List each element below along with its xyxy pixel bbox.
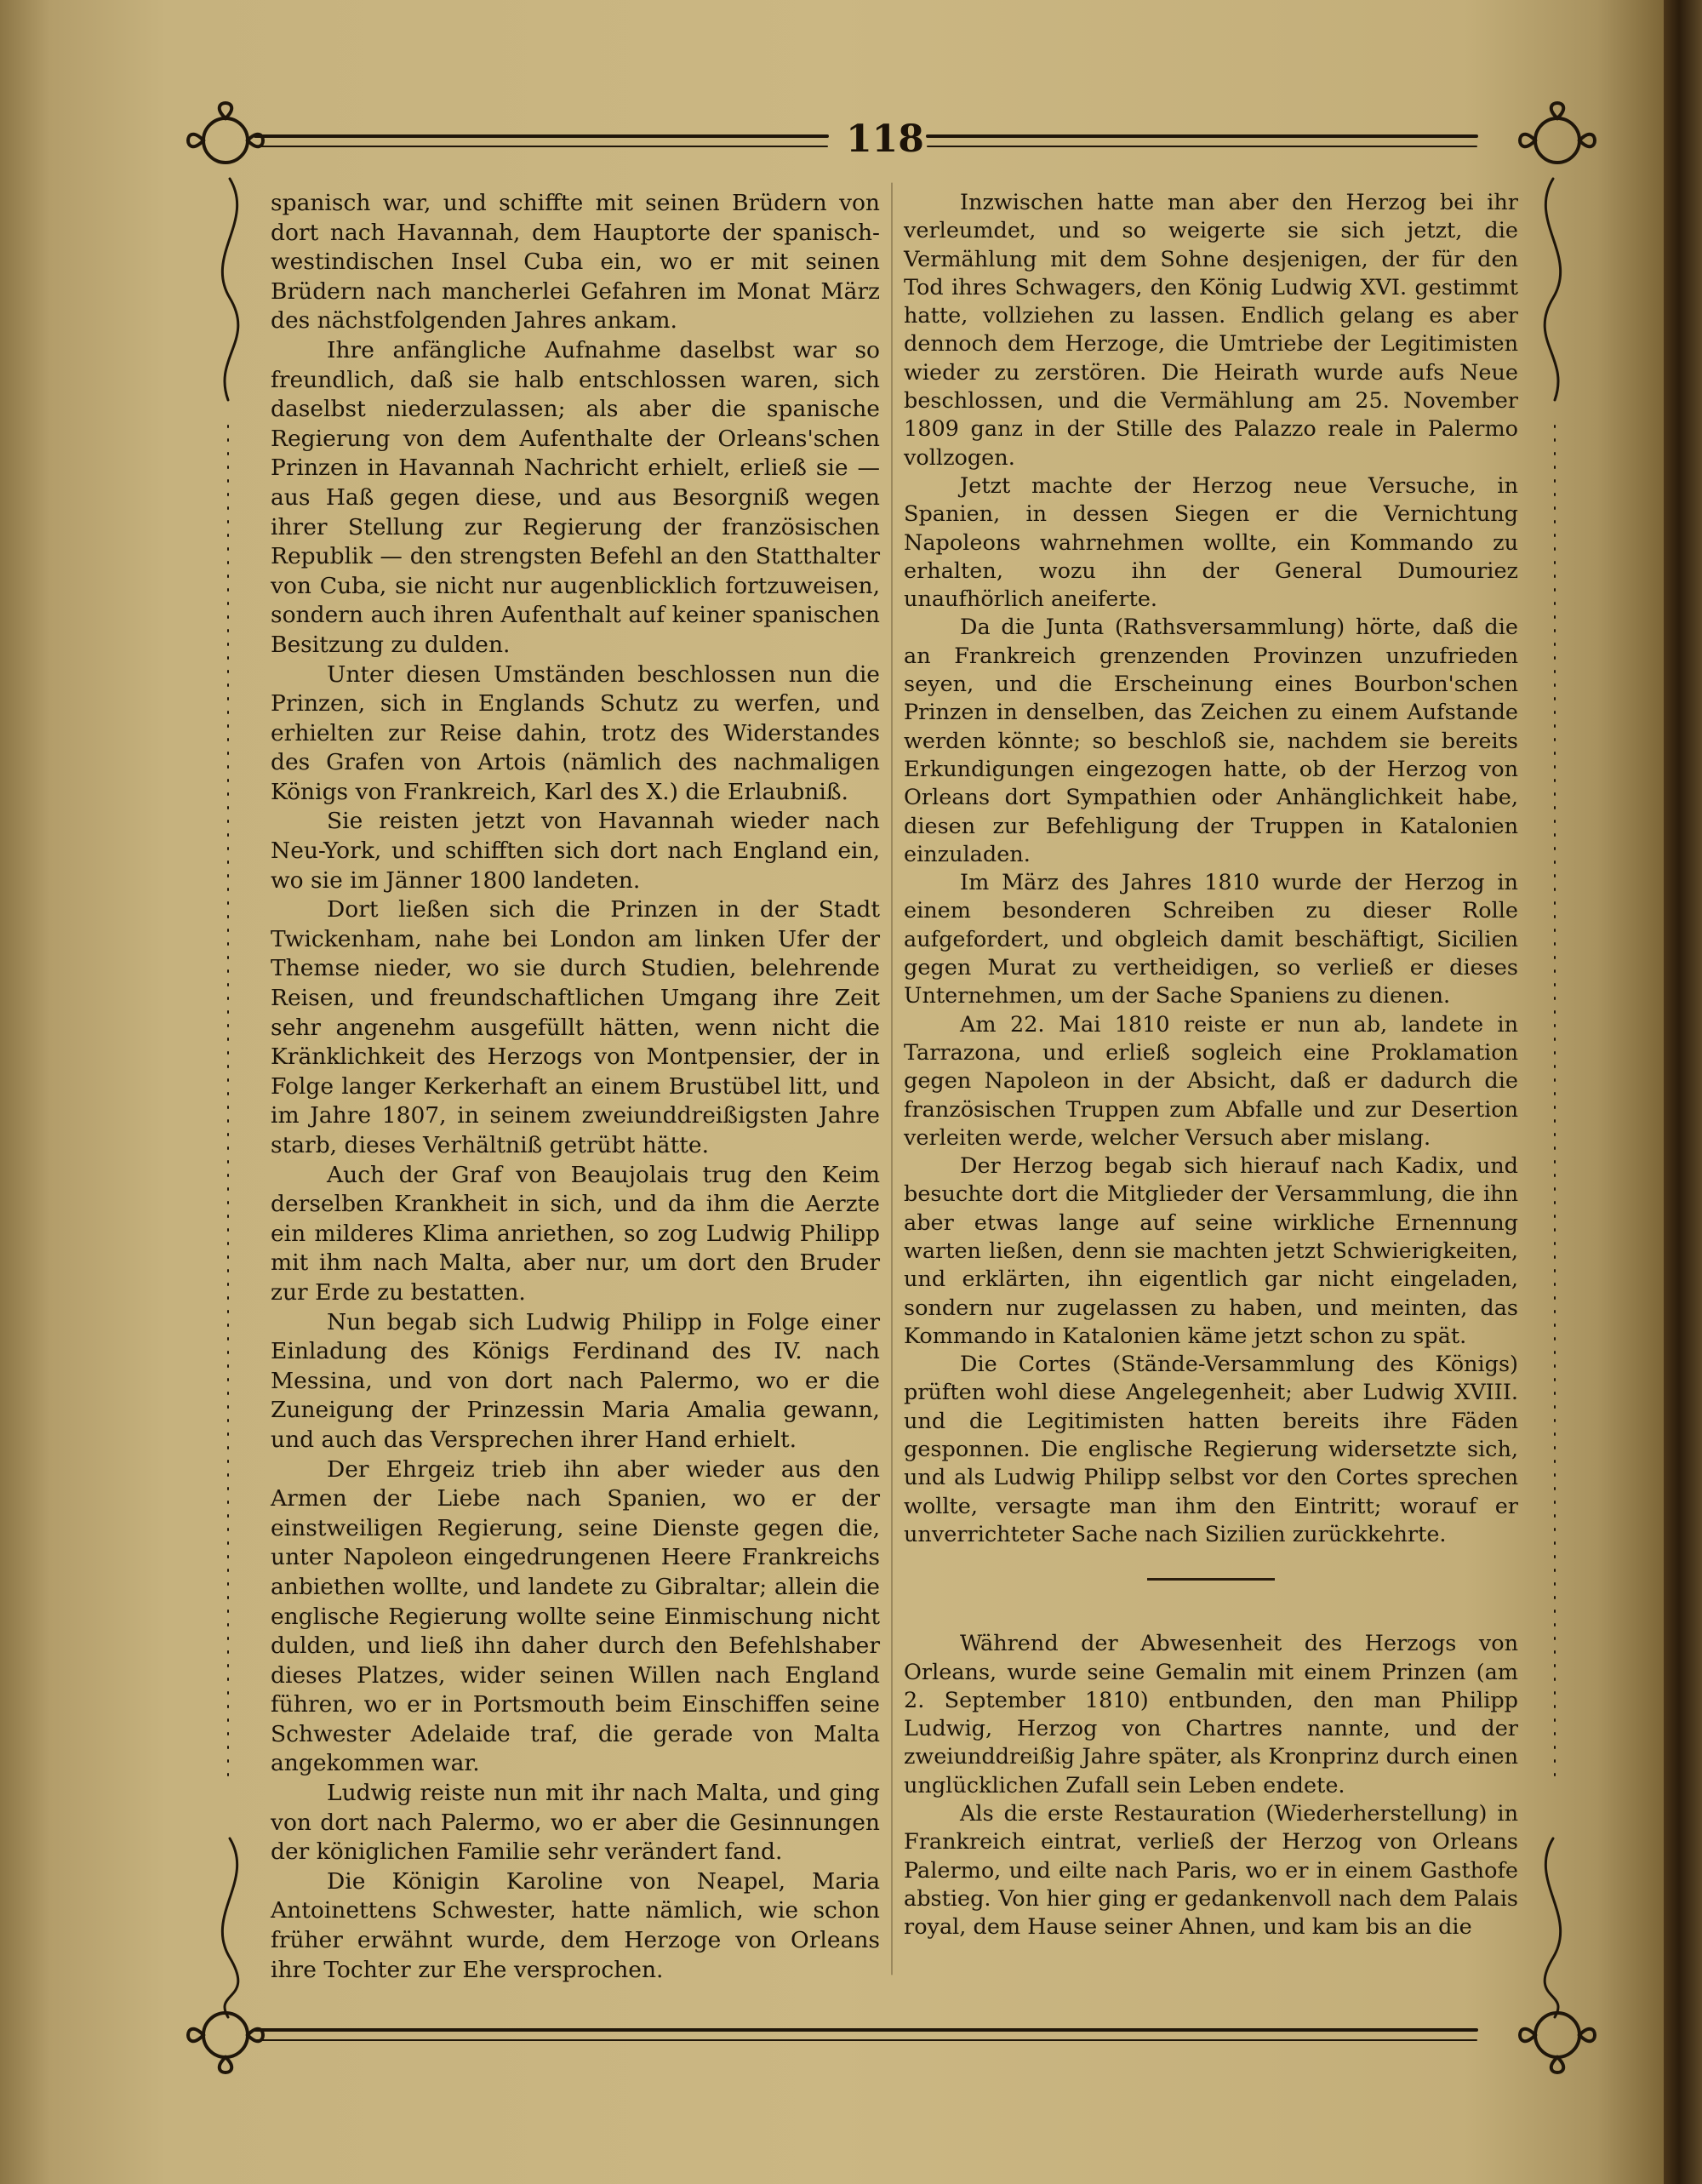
- paragraph: Auch der Graf von Beaujolais trug den Keim derselben Krankheit in sich, und da ihm die Aerzte ein milderes Klima anriethen, so zog Ludwig Philipp mit ihm nach Malta, aber nur, um dort den Bruder zur Erde zu bestatten.: [271, 1161, 880, 1306]
- paragraph: Ludwig reiste nun mit ihr nach Malta, und ging von dort nach Palermo, wo er aber die Gesinnungen der königlichen Familie sehr verändert fand.: [271, 1780, 880, 1866]
- corner-flourish-top-left: [188, 103, 263, 163]
- right-bottom-scroll: [1545, 1838, 1560, 2017]
- paragraph: Als die erste Restauration (Wiederherstellung) in Frankreich eintrat, verließ der Herzog von Orleans Palermo, und eilte nach Paris, wo er in einem Gasthofe abstieg. Von hier ging er gedankenvoll nach dem Palais royal, dem Hause seiner Ahnen, und kam bis an die: [904, 1801, 1518, 1941]
- paragraph: Während der Abwesenheit des Herzogs von Orleans, wurde seine Gemalin mit einem Prinzen (am 2. September 1810) entbunden, den man Philipp Ludwig, Herzog von Chartres nannte, und der zweiunddreißig Jahre später, als Kronprinz durch einen unglücklichen Zufall sein Leben endete.: [904, 1631, 1518, 1798]
- paragraph: Unter diesen Umständen beschlossen nun die Prinzen, sich in Englands Schutz zu werfen, und erhielten zur Reise dahin, trotz des Widerstandes des Grafen von Artois (nämlich des nachmaligen Königs von Frankreich, Karl des X.) die Erlaubniß.: [271, 660, 880, 805]
- paragraph: Inzwischen hatte man aber den Herzog bei ihr verleumdet, und so weigerte sie sich jetzt, die Vermählung mit dem Sohne desjenigen, der für den Tod ihres Schwagers, den König Ludwig XVI. gestimmt hatte, vollziehen zu lassen. Endlich gelang es aber dennoch dem Herzoge, die Umtriebe der Legitimisten wieder zu zerstören. Die Heirath wurde aufs Neue beschlossen, und die Vermählung am 25. November 1809 ganz in der Stille des Palazzo reale in Palermo vollzogen.: [904, 190, 1518, 471]
- left-column: [271, 189, 880, 1985]
- paragraph: Die Königin Karoline von Neapel, Maria Antoinettens Schwester, hatte nämlich, wie schon früher erwähnt wurde, dem Herzoge von Orleans ihre Tochter zur Ehe versprochen.: [271, 1867, 880, 1983]
- paragraph: Am 22. Mai 1810 reiste er nun ab, landete in Tarrazona, und erließ sogleich eine Proklamation gegen Napoleon in der Absicht, daß er dadurch die französischen Truppen zum Abfalle und zur Desertion verleiten werde, welcher Versuch aber mislang.: [904, 1011, 1518, 1151]
- paragraph: Der Ehrgeiz trieb ihn aber wieder aus den Armen der Liebe nach Spanien, wo er der einstweiligen Regierung, seine Dienste gegen die, unter Napoleon eingedrungenen Heere Frankreichs anbiethen wollte, und landete zu Gibraltar; allein die englische Regierung wollte seine Einmischung nicht dulden, und ließ ihn daher durch den Befehlshaber dieses Platzes, wider seinen Willen nach England führen, wo er in Portsmouth beim Einschiffen seine Schwester Adelaide traf, die gerade von Malta angekommen war.: [271, 1455, 880, 1777]
- paragraph: Sie reisten jetzt von Havannah wieder nach Neu-York, und schifften sich dort nach England ein, wo sie im Jänner 1800 landeten.: [271, 808, 880, 894]
- page-number: 118: [846, 117, 924, 161]
- paragraph: Der Herzog begab sich hierauf nach Kadix, und besuchte dort die Mitglieder der Versammlung, die ihn aber etwas lange auf seine wirkliche Ernennung warten ließen, denn sie machten jetzt Schwierigkeiten, und erklärten, ihn eigentlich gar nicht eingeladen, sondern nur zugelassen zu haben, und meinten, das Kommando in Katalonien käme jetzt schon zu spät.: [904, 1153, 1518, 1349]
- paragraph: Im März des Jahres 1810 wurde der Herzog in einem besonderen Schreiben zu dieser Rolle aufgefordert, und obgleich damit beschäftigt, Sicilien gegen Murat zu vertheidigen, so verließ er dieses Unternehmen, um der Sache Spaniens zu dienen.: [904, 870, 1518, 1009]
- right-column: [904, 189, 1518, 1942]
- corner-flourish-top-right: [1520, 103, 1595, 163]
- corner-flourish-bottom-right: [1520, 2013, 1595, 2073]
- left-top-scroll: [222, 179, 237, 400]
- right-top-scroll: [1545, 179, 1560, 400]
- paragraph: Dort ließen sich die Prinzen in der Stadt Twickenham, nahe bei London am linken Ufer der Themse nieder, wo sie durch Studien, belehrende Reisen, und freundschaftlichen Umgang ihre Zeit sehr angenehm ausgefüllt hätten, wenn nicht die Kränklichkeit des Herzogs von Montpensier, der in Folge langer Kerkerhaft an einem Brustübel litt, und im Jahre 1807, in seinem zweiunddreißigsten Jahre starb, dieses Verhältniß getrübt hätte.: [271, 896, 880, 1158]
- left-bottom-scroll: [222, 1838, 237, 2017]
- paragraph: Die Cortes (Stände-Versammlung des Königs) prüften wohl diese Angelegenheit; aber Ludwig XVIII. und die Legitimisten hatten bereits ihre Fäden gesponnen. Die englische Regierung widersetzte sich, und als Ludwig Philipp selbst vor den Cortes sprechen wollte, versagte man ihm den Eintritt; worauf er unverrichteter Sache nach Sizilien zurückkehrte.: [904, 1352, 1518, 1547]
- paragraph: Jetzt machte der Herzog neue Versuche, in Spanien, in dessen Siegen er die Vernichtung Napoleons wahrnehmen wollte, ein Kommando zu erhalten, wozu ihn der General Dumouriez unaufhörlich aneiferte.: [904, 472, 1518, 613]
- paragraph: spanisch war, und schiffte mit seinen Brüdern von dort nach Havannah, dem Hauptorte der spanisch-westindischen Insel Cuba ein, wo er mit seinen Brüdern nach mancherlei Gefahren im Monat März des nächstfolgenden Jahres ankam.: [271, 190, 880, 334]
- section-separator: [1147, 1578, 1275, 1581]
- corner-flourish-bottom-left: [188, 2013, 263, 2073]
- paragraph: Da die Junta (Rathsversammlung) hörte, daß die an Frankreich grenzenden Provinzen unzufrieden seyen, und die Erscheinung eines Bourbon'schen Prinzen in denselben, das Zeichen zu einem Aufstande werden könnte; so beschloß sie, nachdem sie bereits Erkundigungen eingezogen hatte, ob der Herzog von Orleans dort Sympathien oder Anhänglichkeit habe, diesen zur Befehligung der Truppen in Katalonien einzuladen.: [904, 615, 1518, 867]
- paragraph: Nun begab sich Ludwig Philipp in Folge einer Einladung des Königs Ferdinand des IV. nach Messina, und von dort nach Palermo, wo er die Zuneigung der Prinzessin Maria Amalia gewann, und auch das Versprechen ihrer Hand erhielt.: [271, 1308, 880, 1453]
- paragraph: Ihre anfängliche Aufnahme daselbst war so freundlich, daß sie halb entschlossen waren, sich daselbst niederzulassen; als aber die spanische Regierung von dem Aufenthalte der Orleans'schen Prinzen in Havannah Nachricht erhielt, erließ sie — aus Haß gegen diese, und aus Besorgniß wegen ihrer Stellung zur Regierung der französischen Republik — den strengsten Befehl an den Statthalter von Cuba, sie nicht nur augenblicklich fortzuweisen, sondern auch ihren Aufenthalt auf keiner spanischen Besitzung zu dulden.: [271, 336, 880, 658]
